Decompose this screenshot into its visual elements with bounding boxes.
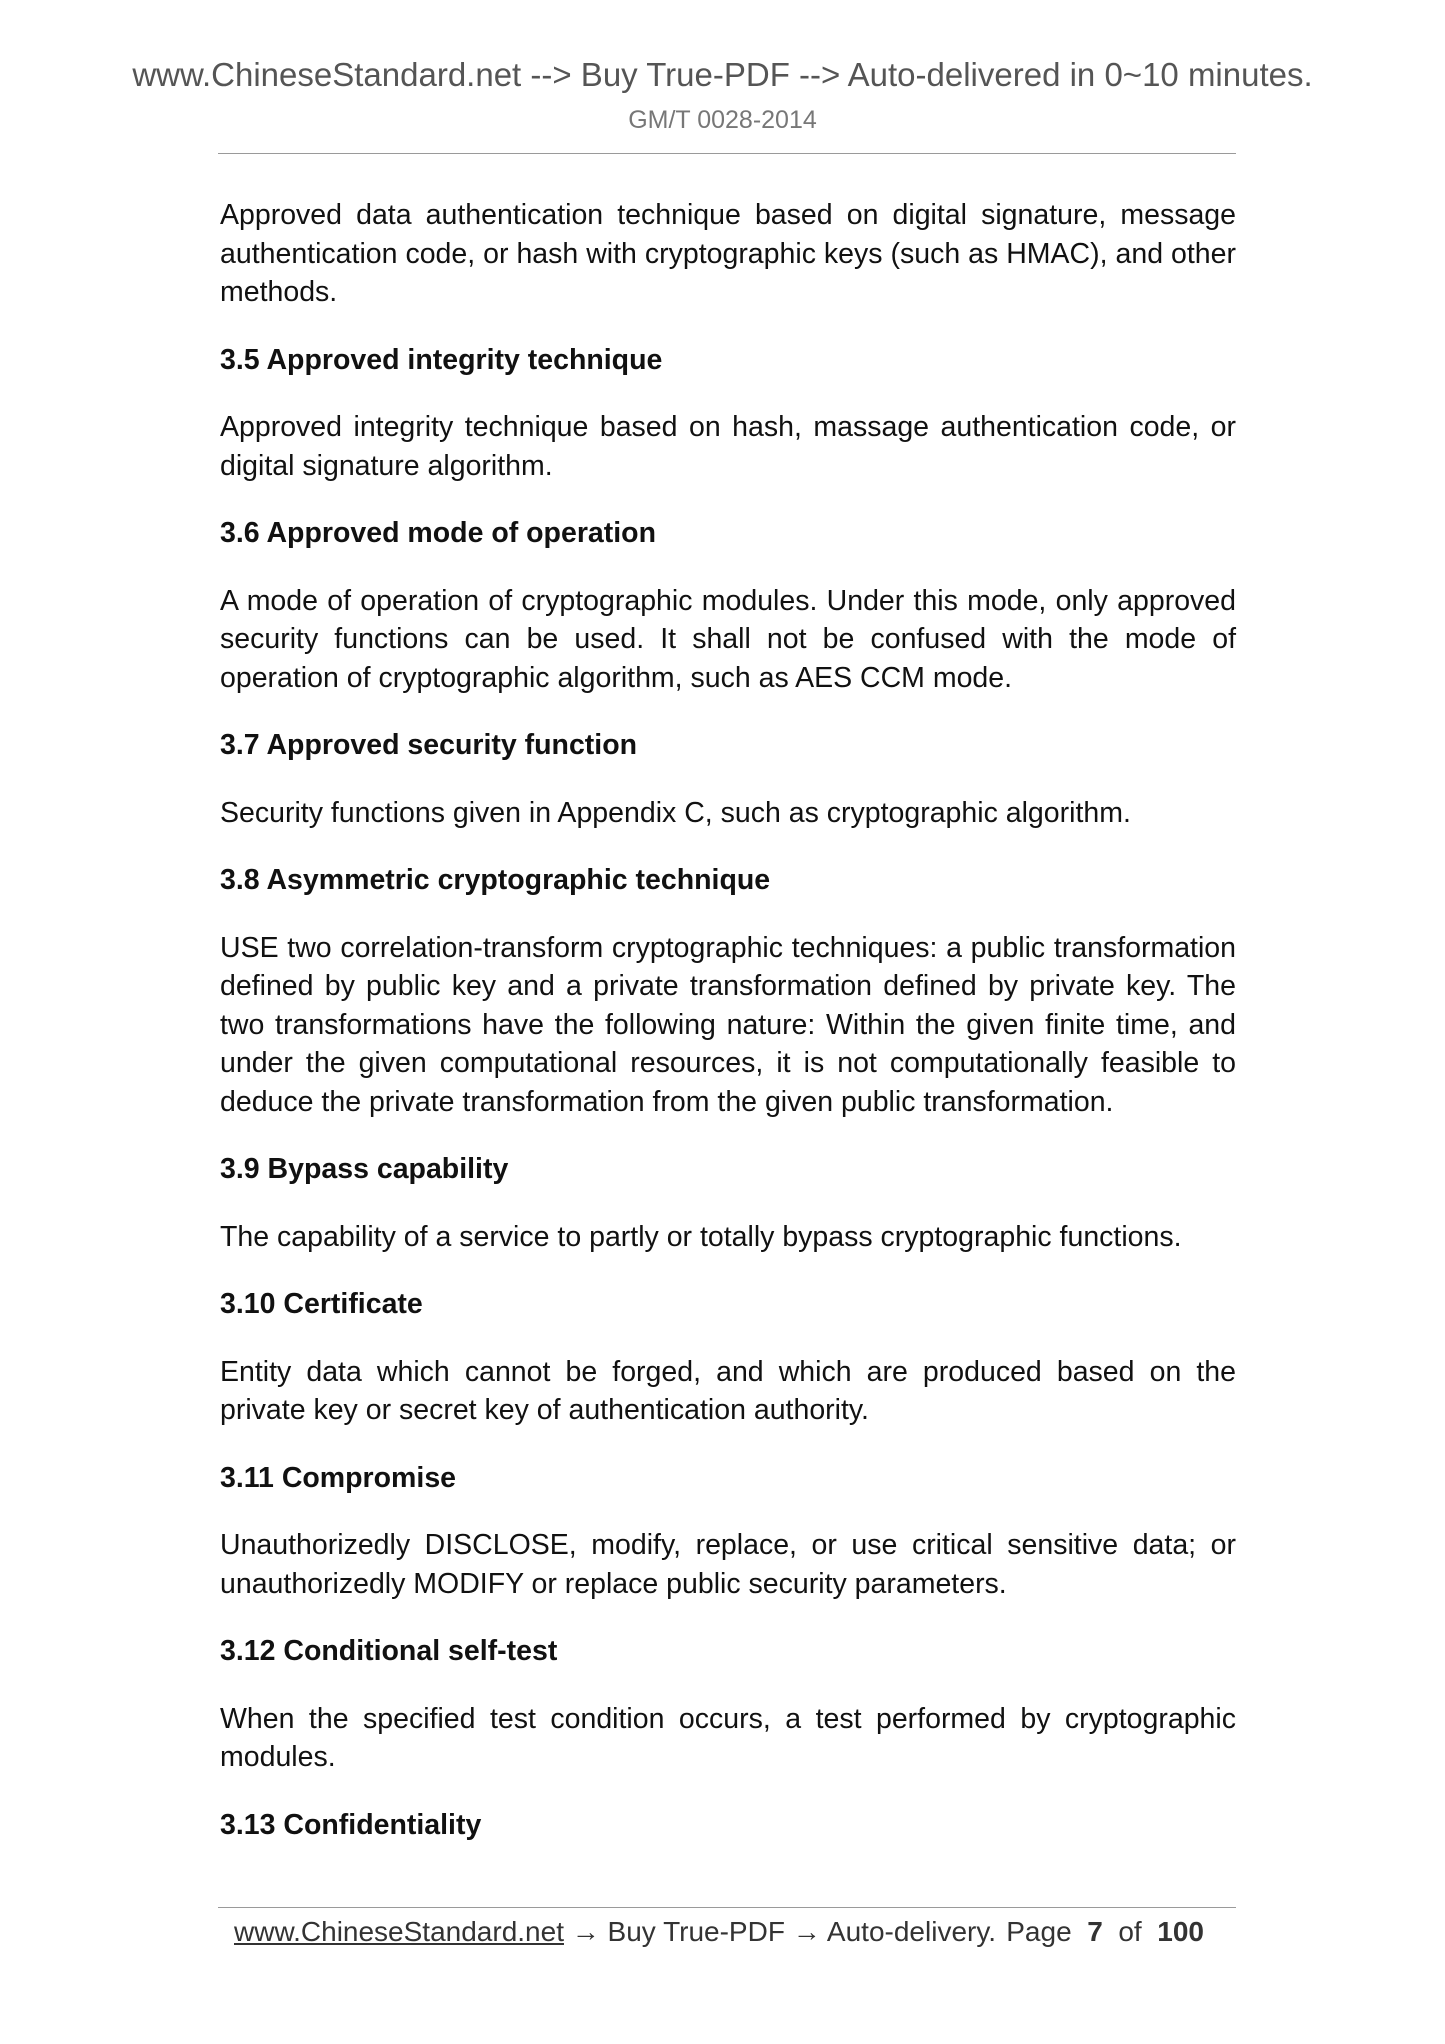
total-pages: 100 <box>1157 1916 1204 1947</box>
document-body <box>220 196 1236 1873</box>
standard-code: GM/T 0028-2014 <box>628 106 817 134</box>
section-text-3-12: When the specified test condition occurs, a test performed by cryptographic modules. <box>220 1702 1236 1773</box>
page-number: 7 <box>1087 1916 1103 1947</box>
page-indicator <box>1006 1912 1204 1952</box>
section-heading-3-10: 3.10 Certificate <box>220 1288 423 1320</box>
page-footer <box>234 1912 1204 1952</box>
top-banner: www.ChineseStandard.net --> Buy True-PDF --> Auto-delivered in 0~10 minutes. <box>132 56 1313 93</box>
section-heading-3-12: 3.12 Conditional self-test <box>220 1635 558 1667</box>
header-divider <box>218 153 1236 154</box>
section-text-3-6: A mode of operation of cryptographic modules. Under this mode, only approved security functions can be used. It shall not be confused with the mode of operation of cryptographic algorithm, such as AES CCM mode. <box>220 584 1236 694</box>
section-text-3-7: Security functions given in Appendix C, such as cryptographic algorithm. <box>220 796 1131 829</box>
footer-site-link[interactable]: www.ChineseStandard.net <box>234 1916 564 1947</box>
footer-divider <box>218 1907 1236 1908</box>
section-text-3-9: The capability of a service to partly or totally bypass cryptographic functions. <box>220 1220 1182 1253</box>
section-text-3-8: USE two correlation-transform cryptographic techniques: a public transformation defined by public key and a private transformation defined by private key. The two transformations have the following nature: Within the given finite time, and under the given computational resources, it is not computationally feasible to deduce the private transformation from the given public transformation. <box>220 931 1236 1118</box>
section-heading-3-5: 3.5 Approved integrity technique <box>220 343 663 376</box>
section-heading-3-9: 3.9 Bypass capability <box>220 1153 509 1185</box>
section-heading-3-8: 3.8 Asymmetric cryptographic technique <box>220 864 771 896</box>
section-heading-3-7: 3.7 Approved security function <box>220 729 638 761</box>
section-heading-3-13: 3.13 Confidentiality <box>220 1808 482 1841</box>
page-label: Page <box>1006 1916 1072 1947</box>
section-heading-3-11: 3.11 Compromise <box>220 1461 457 1494</box>
of-label: of <box>1118 1916 1142 1947</box>
section-heading-3-6: 3.6 Approved mode of operation <box>220 517 656 549</box>
section-text-3-5: Approved integrity technique based on hash, massage authentication code, or digital signature algorithm. <box>220 411 1236 482</box>
footer-promo <box>234 1912 996 1952</box>
section-text-3-10: Entity data which cannot be forged, and which are produced based on the private key or secret key of authentication authority. <box>220 1355 1236 1426</box>
section-text-3-11: Unauthorizedly DISCLOSE, modify, replace, or use critical sensitive data; or unauthorizedly MODIFY or replace public security parameters. <box>220 1529 1236 1600</box>
footer-promo-text: → Buy True-PDF → Auto-delivery. <box>563 1916 997 1947</box>
intro-paragraph: Approved data authentication technique based on digital signature, message authentication code, or hash with cryptographic keys (such as HMAC), and other methods. <box>220 199 1236 308</box>
